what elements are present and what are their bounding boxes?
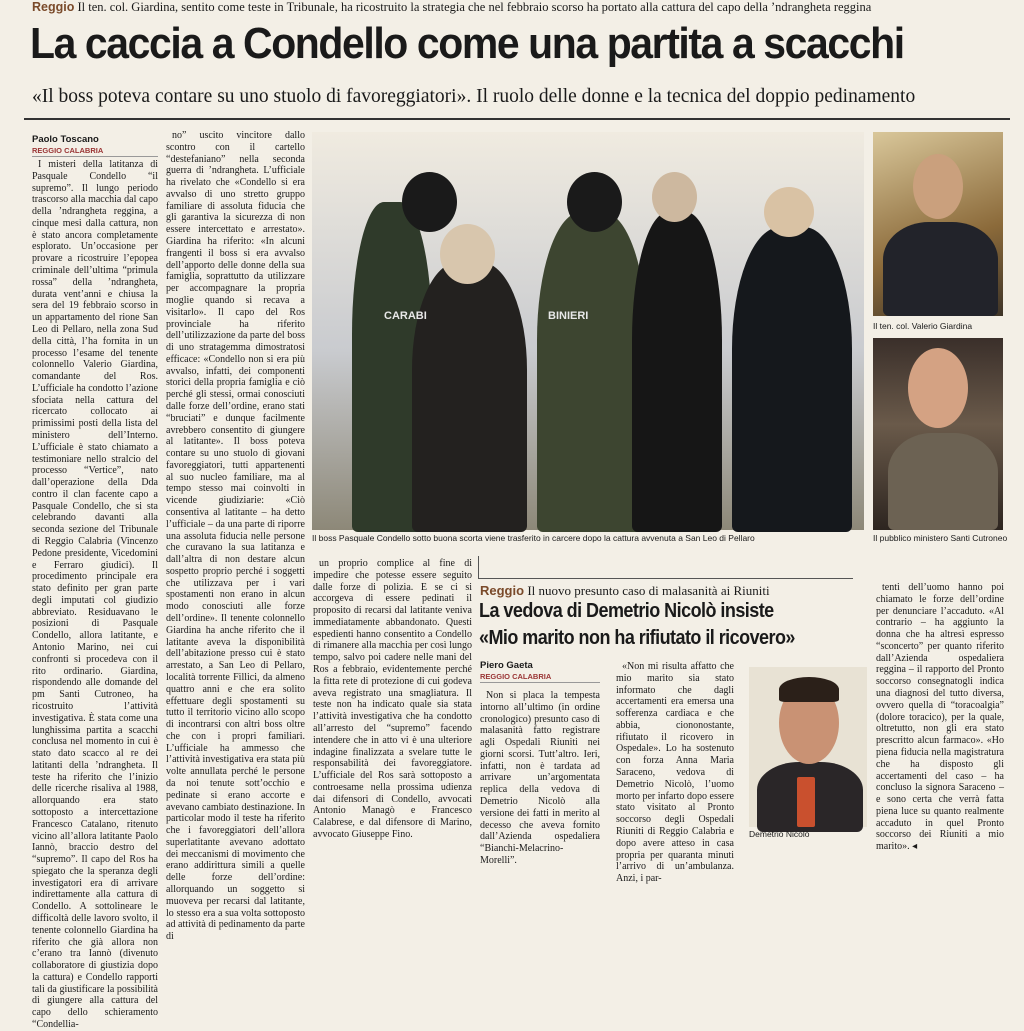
vest-text-right: BINIERI bbox=[548, 310, 589, 322]
giardina-caption: Il ten. col. Valerio Giardina bbox=[873, 321, 973, 331]
second-title-line-2: «Mio marito non ha rifiutato il ricovero» bbox=[479, 627, 795, 649]
second-article-text-2: «Non mi risulta affatto che mio marito sia stato informato che dagli accertamenti era emersa una sofferenza cardiaca e che abbia, ciononostante, rifiutato il ricovero in Ospedale». Lo ha sostenuto con forza Anna Maria Saraceno, vedova di Demetrio Nicolò, l’uomo morto per infarto dopo essere stato visitato al Pronto soccorso degli Ospedali Riuniti di Reggio Calabria e dopo avere atteso in casa propria per quaranta minuti l’arrivo di un’ambulanza. Anzi, i par- bbox=[616, 661, 734, 885]
main-author: Paolo Toscano bbox=[32, 134, 99, 145]
second-title bbox=[479, 598, 857, 652]
main-photo-caption: Il boss Pasquale Condello sotto buona scorta viene trasferito in carcere dopo la cattura avvenuta a San Leo di Pellaro bbox=[312, 533, 755, 543]
photo-cutroneo bbox=[873, 338, 1003, 530]
second-kicker-label: Reggio bbox=[480, 583, 525, 598]
vest-text-left: CARABI bbox=[384, 310, 427, 322]
second-author: Piero Gaeta bbox=[480, 660, 533, 671]
main-article-column-2 bbox=[166, 130, 305, 943]
second-location: REGGIO CALABRIA bbox=[480, 672, 600, 683]
header-kicker bbox=[32, 0, 1012, 14]
main-photo bbox=[312, 132, 864, 530]
page-title: La caccia a Condello come una partita a scacchi bbox=[30, 19, 904, 68]
page-subtitle: «Il boss poteva contare su uno stuolo di favoreggiatori». Il ruolo delle donne e la tecnica del doppio pedinamento bbox=[32, 86, 916, 107]
main-article-column-3 bbox=[313, 558, 472, 860]
cutroneo-caption: Il pubblico ministero Santi Cutroneo bbox=[873, 533, 1008, 543]
second-kicker bbox=[480, 583, 855, 599]
second-title-line-1: La vedova di Demetrio Nicolò insiste bbox=[479, 600, 774, 622]
second-article-column-3 bbox=[876, 582, 1004, 860]
main-location: REGGIO CALABRIA bbox=[32, 146, 158, 157]
kicker-text: Il ten. col. Giardina, sentito come teste in Tribunale, ha ricostruito la strategia che nel febbraio scorso ha portato alla cattura del capo della ’ndrangheta reggina bbox=[77, 0, 872, 14]
second-byline bbox=[480, 660, 600, 683]
kicker-label: Reggio bbox=[32, 0, 75, 14]
nicolo-caption: Demetrio Nicolò bbox=[749, 829, 810, 839]
main-article-column-1 bbox=[32, 159, 158, 1031]
main-article-text-2: no” uscito vincitore dallo scontro con il cartello “destefaniano” nella seconda guerra di ’ndrangheta. L’ufficiale ha rivelato che «Condello si era avvalso di uno stretto gruppo familiare di assoluta fiducia che gli garantiva la sicurezza di non essere intercettato e arrestato». Giardina ha riferito: «In alcuni frangenti il boss si era avvalso dell’apporto delle donne della sua famiglia, soprattutto da utilizzare per accompagnare la propria moglie quando si recava a visitarlo». Il capo del Ros provinciale ha riferito dell’utilizzazione da parte del boss di uno stratagemma dimostratosi efficace: «Condello non si era più avvalso, infatti, dei componenti storici della propria famiglia e ciò perché gli stessi, ormai conosciuti dalle forze dell’ordine, erano stati “bruciati” e dunque facilmente avrebbero consentito di giungere al latitante». Il boss poteva contare su uno stuolo di giovani favoreggiatori, tutti appartenenti al suo nucleo familiare, ma al tempo stesso mai coinvolti in vicende giudiziarie: «Ciò consentiva al latitante – ha detto l’ufficiale – da una parte di riporre una assoluta fiducia nelle persone che curavano la sua latitanza e dall’altra di non destare alcun sospetto proprio perché i soggetti che utilizzava per i vari spostamenti non erano in alcun modo conosciuti alle forze dell’ordine». Il tenente colonnello Giardina ha anche riferito che il latitante aveva la disponibilità dell’abitazione presso cui è stato arrestato, a San Leo di Pellaro, località torrente Fillici, da almeno quattro anni e che era solito effettuare degli spostamenti su tutto il territorio vicino allo scopo di incontrarsi con altri boss oltre che con i propri familiari. L’ufficiale ha ammesso che l’attività investigativa era stata più volte annullata perché le persone da noi tenute sott’occhio e pedinate si erano accorte e avevano cambiato destinazione. In particolar modo il teste ha riferito che i favoreggiatori dell’allora superlatitante avevano adottato dei meccanismi di movimento che erano addirittura simili a quelle delle forze dell’ordine: allorquando un soggetto si muoveva per recarsi dal latitante, lo stesso era a sua volta sottoposto ad attività di pedinamento da parte di bbox=[166, 130, 305, 943]
main-article-text-1: I misteri della latitanza di Pasquale Condello “il supremo”. Il lungo periodo trascorso alla macchia dal capo della ’ndrangheta reggina, a cinque mesi dalla cattura, non è stato ancora completamente esplorato. Un’occasione per provare a ricostruire l’epopea criminale dell’ultima “primula rossa” della ’ndrangheta, durata vent’anni e chiusa la sera del 19 febbraio scorso in un appartamento del rione San Leo di Pellaro, nella zona Sud della città, l’ha fornita in un processo l’esame del tenente colonnello Valerio Giardina, comandante del Ros. L’ufficiale ha condotto l’azione sfociata nella cattura del ricercato collocato ai primissimi posti della lista del ministero dell’Interno. L’ufficiale è stato chiamato a testimoniare nello stralcio del processo “Vertice”, nato dall’operazione della Dda contro il clan facente capo a Pasquale Condello, che si sta celebrando davanti alla seconda sezione del Tribunale di Reggio Calabria (Vincenzo Pedone presidente, Vicedomini e Ferraro giudici). Il procedimento principale era stato definito per gran parte degli imputati col giudizio abbreviato. Residuavano le posizioni di Pasquale Condello, allora latitante, e Antonio Marino, nei cui confronti si procedeva con il rito ordinario. Giardina, rispondendo alle domande del pm Santi Cutroneo, ha ricostruito l’attività investigativa. È stata come una lunghissima partita a scacchi conclusa nel momento in cui è stato dato scacco al re dei latitanti della ’ndrangheta. Il teste ha riferito che l’inizio delle ricerche risaliva al 1988, allorquando era stato sottoposto a intercettazione Francesco Catalano, ritenuto vicino all’allora latitante Paolo Iannò, braccio destro del “supremo”. Il capo del Ros ha spiegato che la speranza degli investigatori era di arrivare indirettamente alla cattura di Condello. A sottolineare le difficoltà delle lavoro svolto, il tenente colonnello Giardina ha riferito che già allora non c’erano tra Iannò (divenuto collaboratore di giustizia dopo la cattura) e Condello rapporti tali da giustificare la possibilità di giungere alla cattura del capo dello schieramento “Condellia- bbox=[32, 159, 158, 1031]
main-byline bbox=[32, 134, 158, 157]
section-divider bbox=[478, 578, 853, 579]
second-article-column-2 bbox=[616, 661, 734, 885]
header-divider bbox=[24, 118, 1010, 120]
second-kicker-text: Il nuovo presunto caso di malasanità ai Riuniti bbox=[527, 583, 770, 598]
second-article-text-3: tenti dell’uomo hanno poi chiamato le forze dell’ordine per denunciare l’accaduto. «Al contrario – ha aggiunto la donna che ha altresì espresso “sconcerto” per quanto riferito dall’Azienda ospedaliera reggina – il rapporto del Pronto soccorso consegnatogli indica una diagnosi del tutto diversa, ovvero quella di “toracoalgia” (dolore toracico), per la quale, oltretutto, non gli era stato prescritto alcun farmaco». «Ho piena fiducia nella magistratura che ha disposto gli accertamenti del caso – ha concluso la signora Saraceno – e sono certa che verrà fatta piena luce su quanto realmente accaduto in quel Pronto soccorso dei Riuniti a mio marito». ◂ bbox=[876, 582, 1004, 853]
section-divider-vertical bbox=[478, 556, 479, 578]
main-article-text-3: un proprio complice al fine di impedire che potesse essere seguito dalle forze di polizia. E se ci si accorgeva di essere pedinati il proposito di recarsi dal latitante veniva immediatamente abbandonato. Questi espedienti hanno consentito a Condello di rimanere alla macchia per così lungo tempo, salvo poi cadere nelle mani del Ros a febbraio, evidentemente perché la fitta rete di protezione di cui godeva aveva registrato una smagliatura. Il teste non ha indicato quale sia stata l’attività investigativa che ha condotto all’arresto del “supremo” facendo intendere che in atto vi è una ulteriore indagine finalizzata a svelare tutte le responsabilità dei favoreggiatore. L’ufficiale del Ros sarà sottoposto a controesame nella prossima udienza dai difensori di Condello, avvocati Antonio Managò e Francesco Calabrese, e dal difensore di Marino, avvocato Giuseppe Fino. bbox=[313, 558, 472, 840]
second-article-column-1 bbox=[480, 690, 600, 866]
second-article-text-1: Non si placa la tempesta intorno all’ultimo (in ordine cronologico) presunto caso di malasanità fatto registrare agli Ospedali Riuniti nei giorni scorsi. Tutt’altro. Ieri, infatti, non è tardata ad arrivare un’argomentata replica della vedova di Demetrio Nicolò alla versione dei fatti in merito al decesso che aveva fornito dall’Azienda ospedaliera “Bianchi-Melacrino-Morelli”. bbox=[480, 690, 600, 866]
photo-giardina bbox=[873, 132, 1003, 316]
photo-nicolo bbox=[749, 667, 867, 827]
